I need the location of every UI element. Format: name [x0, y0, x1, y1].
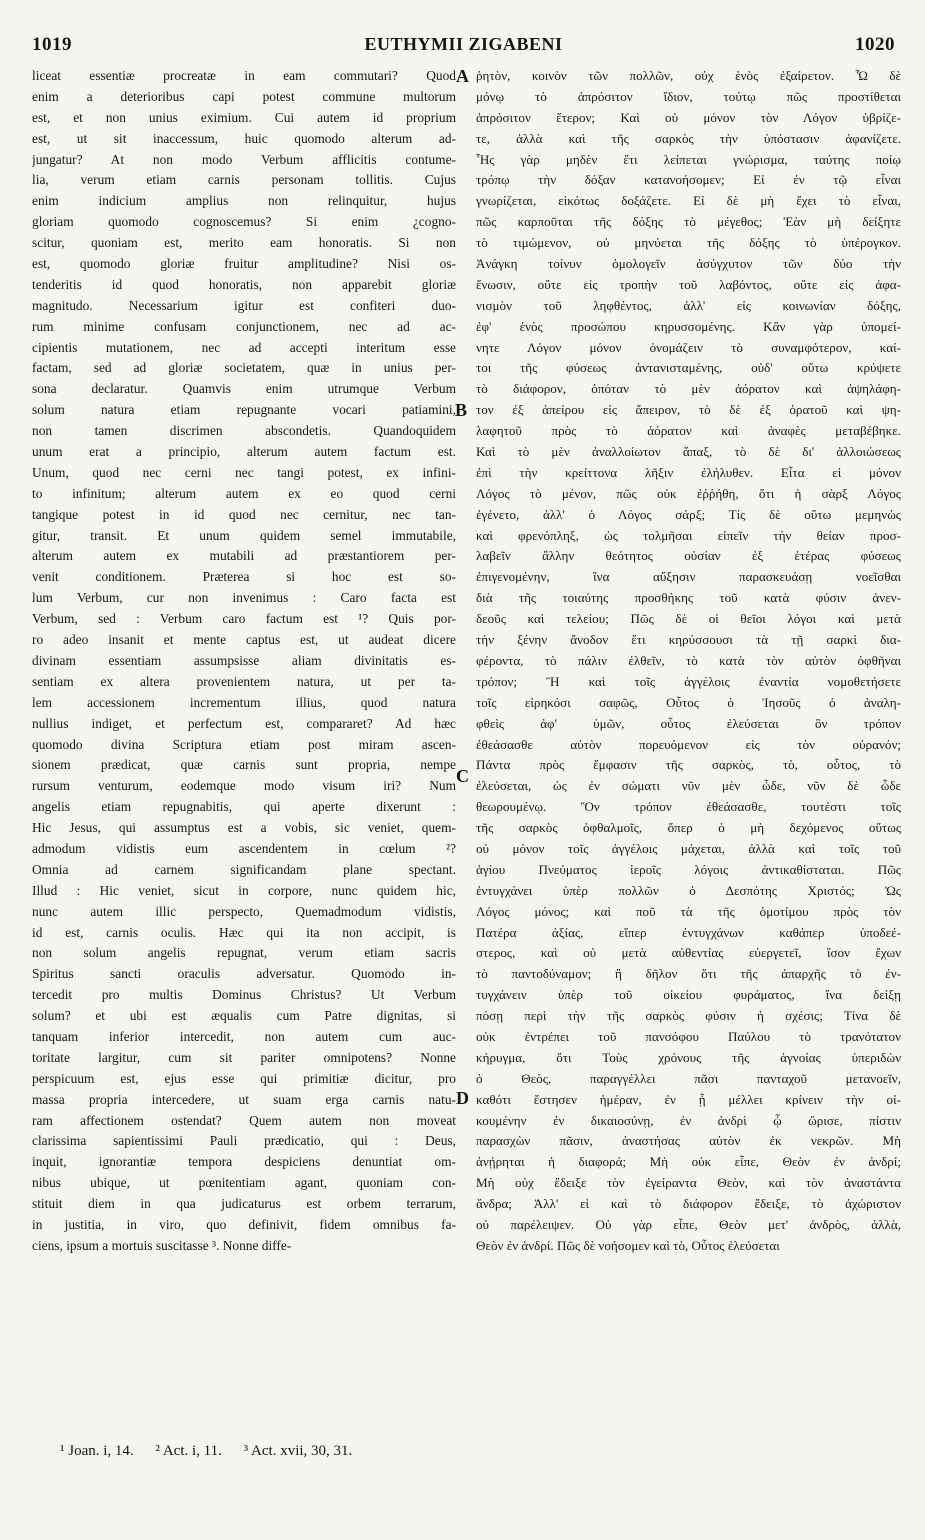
greek-text-line: μόνῳ τὸ ἀπρόσιτον ἴδιον, τούτῳ πῶς προστίθεται	[476, 88, 901, 104]
latin-text-line: tenderitis id quod honoratis, non apparebit gloriæ	[32, 276, 456, 292]
greek-text-line: τον ἐξ ἀπείρου εἰς ἄπειρον, τὸ δὲ ἐξ ὁρατοῦ καὶ ψη-	[476, 402, 901, 418]
greek-text-line: ἀνῄρηται ἡ διαφορά; Μὴ οὐκ εἶπε, Θεὸν ἐν ἀνδρί;	[476, 1154, 901, 1170]
latin-text-line: sentiam ex altera provenientem natura, ut per ta-	[32, 673, 456, 689]
greek-text-line: κουμένην ἐν δικαιοσύνῃ, ἐν ἀνδρὶ ᾧ ὥρισε, πίστιν	[476, 1112, 901, 1128]
latin-text-line: divinam essentiam assumpsisse aliam divinitatis es-	[32, 652, 456, 668]
latin-text-line: Unum, quod nec cerni nec tangi potest, ex infini-	[32, 464, 456, 480]
latin-text-line: jungatur? At non modo Verbum afflicitis contume-	[32, 151, 456, 167]
greek-text-line: τοῖς εἰρηκόσι σαφῶς, Οὗτος ὁ Ἰησοῦς ὁ ἀναλη-	[476, 694, 901, 710]
latin-text-line: angelis etiam repugnabitis, qui aperte dixerunt :	[32, 799, 456, 815]
latin-text-line: lum Verbum, cur non invenimus : Caro facta est	[32, 590, 456, 606]
margin-marker-a: A	[456, 66, 469, 86]
latin-text-line: solum? et ubi est æqualis cum Patre dignitas, si	[32, 1008, 456, 1024]
greek-text-line: ἐπὶ τὴν κρείττονα λῆξιν ἐλήλυθεν. Εἶτα εἰ μόνον	[476, 464, 901, 480]
greek-text-line: ἕνωσιν, οὔτε εἰς τροπὴν τοῦ λαβόντος, οὔτε εἰς ἀφα-	[476, 276, 901, 292]
latin-text-line: quomodo divina Scriptura etiam post miram ascen-	[32, 736, 456, 752]
greek-text-line: φέροντα, τὸ πάλιν ἐλθεῖν, τὸ κατὰ τὸν αὐτὸν ὀφθῆναι	[476, 652, 901, 668]
latin-text-line: nibus ubique, ut pœnitentiam agant, quoniam con-	[32, 1175, 456, 1191]
greek-text-line: πῶς καρποῦται τῆς δόξης τὸ μέγεθος; Ἐὰν μὴ δείξητε	[476, 214, 901, 230]
greek-text-line: θεωρουμένῳ. Ὃν τρόπον ἐθεάσασθε, τουτέστι τοῖς	[476, 799, 901, 815]
latin-text-line: sionem prædicat, quæ carnis sunt propria, nempe	[32, 757, 456, 773]
greek-text-line: Ἀνάγκη τοίνυν ὁμολογεῖν ἀσύγχυτον τῶν δύο τὴν	[476, 256, 901, 272]
margin-marker-b: B	[455, 400, 468, 420]
greek-text-line: ἐφ' ἑνὸς προσώπου κηρυσσομένης. Κἂν γὰρ ὑπομεί-	[476, 318, 901, 334]
greek-text-line: πόσῃ περὶ τὴν τῆς σαρκὸς φύσιν ἡ σχέσις; Τίνα δὲ	[476, 1008, 901, 1024]
page-number-right: 1020	[855, 34, 895, 55]
greek-text-line: ἀπρόσιτον ἕτερον; Καὶ οὐ μόνον τὸν Λόγον ὑβρίζε-	[476, 109, 901, 125]
latin-text-line: admodum vidistis eum ascendentem in cœlum ²?	[32, 840, 456, 856]
page-header	[32, 34, 895, 64]
greek-text-line: τὸ διάφορον, ὁπόταν τὸ μὲν ἀόρατον καὶ ἀψηλάφη-	[476, 381, 901, 397]
latin-text-line: gitur, transit. Et unum quidem semel immutabile,	[32, 527, 456, 543]
latin-text-line: lia, verum etiam carnis personam tollitis. Cujus	[32, 172, 456, 188]
greek-text-line: τῆς σαρκὸς ὀφθαλμοῖς, ὅπερ ὁ μὴ δεχόμενος οὕτως	[476, 820, 901, 836]
footnote-3: ³ Act. xvii, 30, 31.	[243, 1443, 353, 1459]
latin-text-line: enim a deterioribus capi potest commune multorum	[32, 88, 456, 104]
latin-text-line: est, quomodo gloriæ fruitur amplitudine? Nisi os-	[32, 256, 456, 272]
latin-text-line: ram affectionem ostendat? Quem autem non moveat	[32, 1112, 456, 1128]
latin-text-line: rum minime confusam conjunctionem, nec ad ac-	[32, 318, 456, 334]
greek-text-line: Πάντα πρὸς ἔμφασιν τῆς σαρκὸς, τὸ, οὗτος, τὸ	[476, 757, 901, 773]
latin-text-line: inquit, ignorantiæ tempora despiciens denuntiat om-	[32, 1154, 456, 1170]
greek-text-line: τρόπῳ τὴν δόξαν κατανοήσομεν; Εἰ ἐν τῷ εἶναι	[476, 172, 901, 188]
greek-text-line: ῥητὸν, κοινὸν τῶν πολλῶν, οὐχ ἑνὸς ἐξαίρετον. Ὧ δὲ	[476, 68, 901, 83]
greek-text-line: Λόγος τὸ μένον, πῶς οὐκ ἐῤῥήθη, ὅτι ἡ σὰρξ Λόγος	[476, 485, 901, 501]
greek-text-line: λαφητοῦ πρὸς τὸ ἀόρατον καὶ ἀναφὲς μεταβέβηκε.	[476, 423, 901, 439]
latin-text-line: ro adeo insanit et mente captus est, ut audeat dicere	[32, 632, 456, 648]
latin-text-line: Illud : Hic veniet, sicut in corpore, nunc quidem hic,	[32, 882, 456, 898]
latin-text-line: to infinitum; alterum autem ex eo quod cerni	[32, 485, 456, 501]
latin-text-line: est, et non unius eximium. Cui autem id proprium	[32, 109, 456, 125]
margin-marker-c: C	[456, 766, 469, 786]
greek-text-line: Ἧς γὰρ μηδὲν ἔτι λείπεται γνώρισμα, ταύτης ποίῳ	[476, 151, 901, 167]
greek-text-line: οὐ μόνον τοῖς ἀγγέλοις μάχεται, ἀλλὰ καὶ τοῖς τοῦ	[476, 840, 901, 856]
latin-text-line: tangique potest in id quod nec cernitur, nec tan-	[32, 506, 456, 522]
greek-text-line: ἐλεύσεται, ὡς ἐν σώματι νῦν μὲν ὧδε, νῦν δὲ ὧδε	[476, 778, 901, 794]
greek-text-line: ἄνδρα; Ἀλλ' εἰ καὶ τὸ διάφορον ἔδειξε, τὸ ἀχώριστον	[476, 1196, 901, 1212]
greek-text-line: τρόπον; Ἢ καὶ τοῖς ἀγγέλοις ἐναντία νομοθετήσετε	[476, 673, 901, 689]
greek-text-line: τοι τῆς φύσεως ἀντανισταμένης, οὐδ' οὕτω κρύψετε	[476, 360, 901, 376]
latin-text-line: Verbum, sed : Verbum caro factum est ¹? Quis por-	[32, 611, 456, 627]
greek-text-line: καθότι ἔστησεν ἡμέραν, ἐν ᾗ μέλλει κρίνειν τὴν οἰ-	[476, 1091, 901, 1107]
latin-text-line: Spiritus sancti oraculis adversatur. Quomodo in-	[32, 966, 456, 982]
latin-text-line: ciens, ipsum a mortuis suscitasse ³. Nonne diffe-	[32, 1237, 292, 1253]
latin-text-line: liceat essentiæ procreatæ in eam commutari? Quod	[32, 68, 456, 83]
latin-text-line: sona declaratur. Quamvis enim utrumque Verbum	[32, 381, 456, 397]
latin-text-line: est, ut sit inaccessum, huic quomodo alterum ad-	[32, 130, 456, 146]
greek-text-line: ὁ Θεὸς, παραγγέλλει πᾶσι πανταχοῦ μετανοεῖν,	[476, 1070, 901, 1086]
greek-text-line: οὐ παρέλειψεν. Οὐ γὰρ εἶπε, Θεὸν μετ' ἀνδρὸς, ἀλλὰ,	[476, 1216, 901, 1232]
latin-text-line: nullius indiget, et perfectum est, compararet? Ad hæc	[32, 715, 456, 731]
greek-text-line: νητε Λόγον μόνον ὀνομάζειν τὸ συναμφότερον, καί-	[476, 339, 901, 355]
latin-text-line: nunc autem illic perspecto, Quemadmodum vidistis,	[32, 903, 456, 919]
greek-text-line: ἐπιγενομένην, ἵνα αὔξησιν παρασκευάσῃ νοεῖσθαι	[476, 569, 901, 585]
latin-text-line: lem accessionem incrementum illius, quod natura	[32, 694, 456, 710]
latin-text-line: in justitia, in viro, quo definivit, fidem omnibus fa-	[32, 1216, 456, 1232]
greek-text-line: καὶ φρενόπληξ, ὡς τολμῆσαι εἰπεῖν τὴν θείαν προσ-	[476, 527, 901, 543]
greek-text-line: φθεὶς ἀφ' ὑμῶν, οὗτος ἐλεύσεται ὃν τρόπον	[476, 715, 901, 731]
greek-text-line: Μὴ οὐχ ἔδειξε τὸν ἐγείραντα Θεὸν, καὶ τὸν ἀναστάντα	[476, 1175, 901, 1191]
latin-text-line: enim indicium amplius non relinquitur, hujus	[32, 193, 456, 209]
greek-text-line: Λόγος μόνος; καὶ ποῦ τὰ τῆς ὁμοτίμου πρὸς τὸν	[476, 903, 901, 919]
latin-text-line: non solum angelis repugnat, verum etiam sacris	[32, 945, 456, 961]
page-number-left: 1019	[32, 34, 72, 55]
latin-text-line: factam, sed ad gloriæ societatem, quæ in unius per-	[32, 360, 456, 376]
latin-text-line: cipientis mutationem, nec ad accepti interitum esse	[32, 339, 456, 355]
greek-text-line: δεοῦς καὶ τελείου; Πῶς δὲ οἱ θεῖοι λόγοι καὶ μετὰ	[476, 611, 901, 627]
greek-text-line: Πατέρα ἀξίας, εἴπερ ἐντυγχάνων καθάπερ ὑποδεέ-	[476, 924, 901, 940]
running-title: EUTHYMII ZIGABENI	[364, 34, 563, 54]
greek-text-line: ἐντυγχάνει ὑπὲρ πολλῶν ὁ Δεσπότης Χριστός; Ὡς	[476, 882, 901, 898]
greek-text-line: τε, ἀλλὰ καὶ τῆς σαρκὸς τὴν ὑπόστασιν ἀφανίζετε.	[476, 130, 901, 146]
greek-text-line: νισμὸν τοῦ ληφθέντος, ἀλλ' εἰς κοινωνίαν δόξης,	[476, 297, 901, 313]
greek-text-line: διὰ τῆς τοιαύτης προσθήκης τοῦ κατὰ φύσιν ἀνεν-	[476, 590, 901, 606]
latin-text-line: tercedit pro multis Dominus Christus? Ut Verbum	[32, 987, 456, 1003]
greek-text-line: οὐκ ἐντρέπει τοῦ πανσόφου Παύλου τὸ τρανότατον	[476, 1028, 901, 1044]
latin-text-line: magnitudo. Necessarium igitur est confiteri duo-	[32, 297, 456, 313]
greek-text-line: παρασχὼν πᾶσιν, ἀναστήσας αὐτὸν ἐκ νεκρῶν. Μὴ	[476, 1133, 901, 1149]
greek-text-line: Καὶ τὸ μὲν ἀναλλοίωτον ἅπαξ, τὸ δὲ δι' ἀλλοιώσεως	[476, 444, 901, 460]
footnotes	[60, 1443, 370, 1460]
greek-column	[476, 66, 901, 1257]
greek-text-line: τυγχάνειν ὑπὲρ τοῦ οἰκείου φυράματος, ἵνα δείξῃ	[476, 987, 901, 1003]
latin-text-line: solum natura etiam repugnante vocari patiamini,	[32, 402, 456, 418]
latin-text-line: perspicuum est, ejus esse qui primitiæ dicitur, pro	[32, 1070, 456, 1086]
latin-text-line: stituit diem in qua judicaturus est orbem terrarum,	[32, 1196, 456, 1212]
greek-text-line: τὸ παντοδύναμον; ἢ δῆλον ὅτι τῆς ἀπαρχῆς τὸ ἐν-	[476, 966, 901, 982]
greek-text-line: τὸ τιμώμενον, οὐ μηνύεται τῆς δόξης τὸ ὑπέρογκον.	[476, 235, 901, 251]
greek-text-line: Θεὸν ἐν ἀνδρί. Πῶς δὲ νοήσομεν καὶ τὸ, Οὗτος ἐλεύσεται	[476, 1237, 780, 1253]
greek-text-line: ἁγίου Πνεύματος ἱεροῖς λόγοις ἀντικαθίσταται. Πῶς	[476, 861, 901, 877]
greek-text-line: ἐθεάσασθε αὐτὸν πορευόμενον εἰς τὸν οὐρανόν;	[476, 736, 901, 752]
latin-text-line: non tamen discrimen abscondetis. Quandoquidem	[32, 423, 456, 439]
latin-text-line: massa propria intercedere, ut suam erga carnis natu-	[32, 1091, 456, 1107]
greek-text-line: ἐγένετο, ἀλλ' ὁ Λόγος σάρξ; Τίς δὲ οὕτω μεμηνὼς	[476, 506, 901, 522]
latin-text-line: unum erat a principio, alterum autem factum est.	[32, 444, 456, 460]
latin-text-line: id est, carnis oculis. Hæc qui ita non accipit, is	[32, 924, 456, 940]
greek-text-line: τὴν ξένην ἄνοδον ἔτι κηρύσσουσι τὰ τῇ σαρκὶ δια-	[476, 632, 901, 648]
greek-text-line: στερος, καὶ οὐ μετὰ αὐθεντίας εὐεργετεῖ, ἴσον ἔχων	[476, 945, 901, 961]
latin-text-line: rursum venturum, eodemque modo visum iri? Num	[32, 778, 456, 794]
latin-text-line: alterum autem ex mutabili ad præstantiorem per-	[32, 548, 456, 564]
footnote-2: ² Act. i, 11.	[155, 1443, 222, 1459]
latin-text-line: venit conditionem. Præterea si hoc est so-	[32, 569, 456, 585]
margin-marker-d: D	[456, 1088, 469, 1108]
latin-text-line: gloriam quomodo cognoscemus? Si enim ¿cogno-	[32, 214, 456, 230]
latin-column	[32, 66, 456, 1257]
latin-text-line: Hic Jesus, qui assumptus est a vobis, sic veniet, quem-	[32, 820, 456, 836]
greek-text-line: κήρυγμα, ὅτι Τοὺς χρόνους τῆς ἀγνοίας ὑπεριδὼν	[476, 1049, 901, 1065]
footnote-1: ¹ Joan. i, 14.	[60, 1443, 134, 1459]
greek-text-line: λαβεῖν ἄλλην θεότητος οὐσίαν ἐξ ἑτέρας φύσεως	[476, 548, 901, 564]
latin-text-line: clarissima sapientissimi Pauli prædicatio, qui : Deus,	[32, 1133, 456, 1149]
latin-text-line: scitur, quoniam est, merito eam honoratis. Si non	[32, 235, 456, 251]
latin-text-line: toritate largitur, cum sit pariter omnipotens? Nonne	[32, 1049, 456, 1065]
latin-text-line: tanquam inferior intercedit, non autem cum auc-	[32, 1028, 456, 1044]
latin-text-line: Omnia ad carnem significandam plane spectant.	[32, 861, 456, 877]
greek-text-line: γνωρίζεται, εἰκότως δοξάζετε. Εἰ δὲ μὴ ἔχει τὸ εἶναι,	[476, 193, 901, 209]
